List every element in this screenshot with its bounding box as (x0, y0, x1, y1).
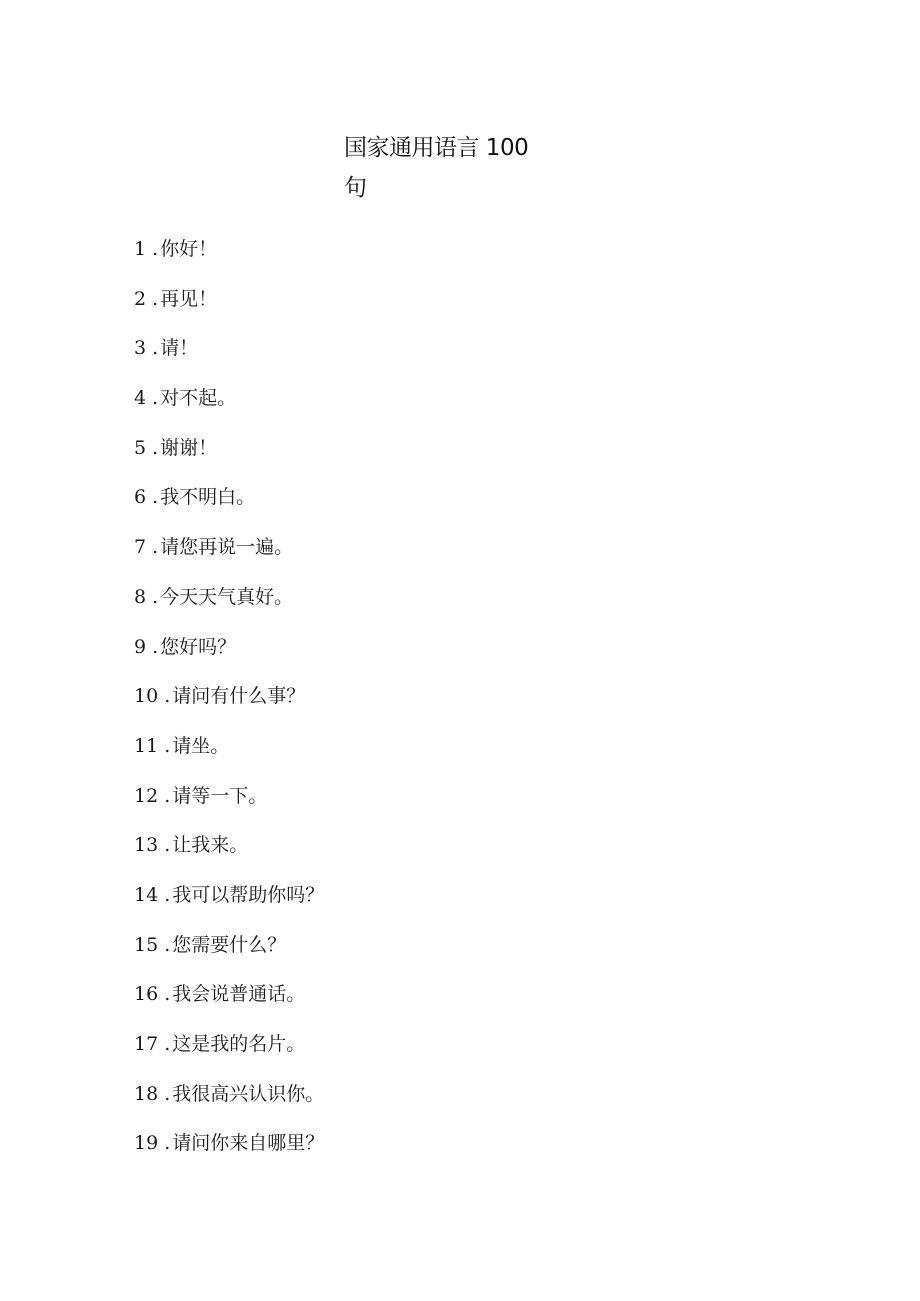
item-text: 让我来。 (172, 834, 249, 857)
item-text: 请！ (160, 337, 199, 360)
item-number: 7 (134, 536, 147, 559)
item-text: 再见！ (160, 287, 218, 310)
item-text: 请问你来自哪里？ (172, 1132, 325, 1155)
list-item: 18 . 我很高兴认识你。 (134, 1077, 324, 1127)
list-item: 5 . 谢谢！ (134, 431, 324, 481)
item-text: 谢谢！ (160, 436, 218, 459)
list-item: 19 . 请问你来自哪里？ (134, 1126, 324, 1176)
title-line-1: 国家通用语言 100 (344, 135, 529, 161)
list-item: 7 . 请您再说一遍。 (134, 530, 324, 580)
item-text: 我不明白。 (160, 486, 256, 509)
list-item: 1 . 你好！ (134, 232, 324, 282)
item-number: 17 (134, 1033, 159, 1055)
item-number: 10 (134, 685, 159, 708)
document-title (344, 128, 544, 208)
list-item: 9 . 您好吗？ (134, 630, 324, 680)
list-item: 2 . 再见！ (134, 282, 324, 332)
list-item: 4 . 对不起。 (134, 381, 324, 431)
item-text: 对不起。 (160, 387, 237, 410)
item-text: 您需要什么？ (172, 933, 287, 956)
item-number: 16 (134, 983, 159, 1006)
item-number: 6 (134, 486, 147, 509)
title-line-2: 句 (344, 175, 367, 201)
item-number: 13 (134, 834, 159, 857)
item-number: 18 (134, 1082, 159, 1105)
item-text: 请等一下。 (172, 784, 268, 807)
item-number: 1 (134, 238, 147, 260)
list-item: 11 . 请坐。 (134, 729, 324, 779)
item-number: 4 (134, 387, 147, 410)
list-item: 6 . 我不明白。 (134, 480, 324, 530)
list-item: 13 . 让我来。 (134, 828, 324, 878)
list-item: 12 . 请等一下。 (134, 779, 324, 829)
list-item: 16 . 我会说普通话。 (134, 977, 324, 1027)
item-number: 8 (134, 585, 147, 608)
list-item: 17 . 这是我的名片。 (134, 1027, 324, 1077)
list-item: 3 . 请！ (134, 331, 324, 381)
item-text: 这是我的名片。 (172, 1033, 306, 1055)
item-text: 今天天气真好。 (160, 585, 294, 608)
list-item: 10 . 请问有什么事？ (134, 679, 324, 729)
list-item: 8 . 今天天气真好。 (134, 580, 324, 630)
item-number: 11 (134, 734, 159, 757)
item-text: 请坐。 (172, 734, 230, 757)
item-number: 3 (134, 337, 147, 360)
list-item: 15 . 您需要什么？ (134, 928, 324, 978)
item-number: 19 (134, 1132, 159, 1155)
item-number: 14 (134, 883, 159, 906)
item-text: 请问有什么事？ (172, 685, 306, 708)
item-number: 12 (134, 784, 159, 807)
list-item: 14 . 我可以帮助你吗？ (134, 878, 324, 928)
item-text: 请您再说一遍。 (160, 536, 294, 559)
phrase-list (134, 232, 324, 1176)
item-number: 9 (134, 635, 147, 658)
item-text: 我很高兴认识你。 (172, 1082, 325, 1105)
item-number: 5 (134, 436, 147, 459)
item-text: 我会说普通话。 (172, 983, 306, 1006)
item-number: 2 (134, 287, 147, 310)
item-text: 你好！ (160, 238, 218, 260)
item-text: 我可以帮助你吗？ (172, 883, 325, 906)
item-text: 您好吗？ (160, 635, 237, 658)
item-number: 15 (134, 933, 159, 956)
